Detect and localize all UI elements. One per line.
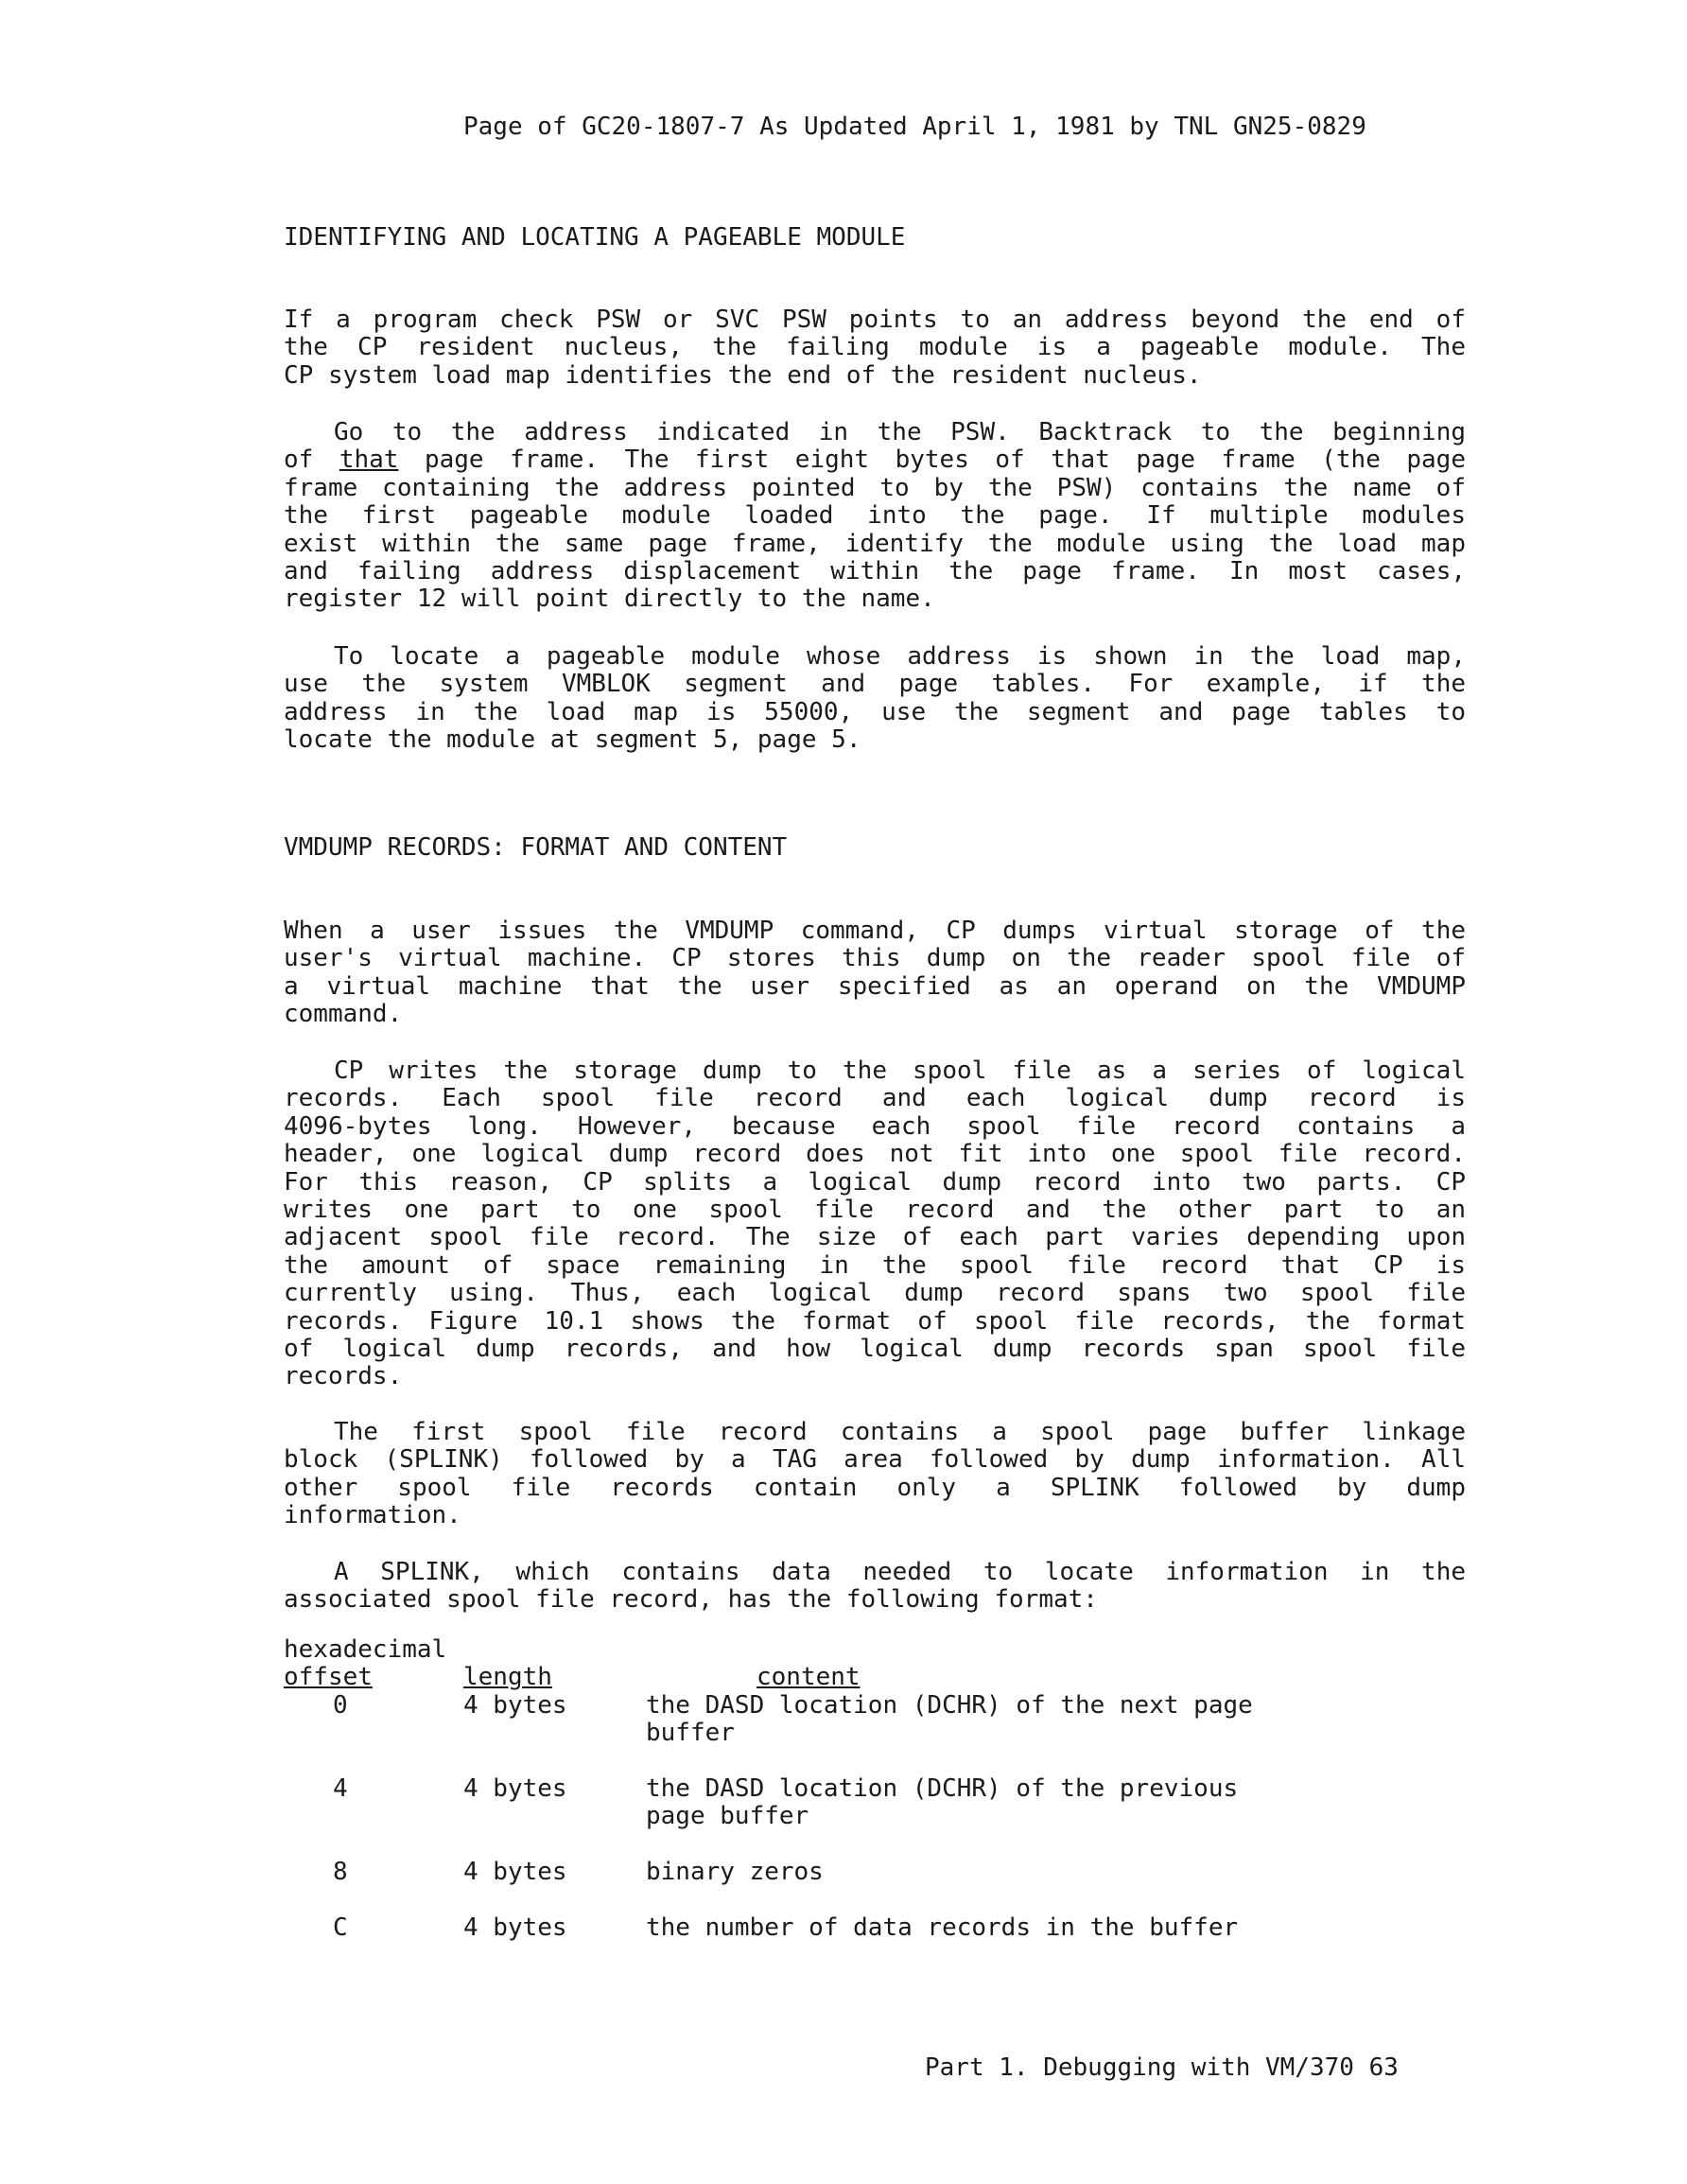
table-row xyxy=(284,1914,1466,1942)
text-line: block (SPLINK) followed by a TAG area followed by dump information. All xyxy=(284,1445,1466,1475)
table-row xyxy=(284,1692,1466,1720)
text-line: and failing address displacement within the page frame. In most cases, xyxy=(284,557,1466,586)
text-line: 4096-bytes long. However, because each spool file record contains a xyxy=(284,1111,1466,1141)
column-header-offset: offset xyxy=(284,1663,373,1692)
text-line: To locate a pageable module whose address is shown in the load map, xyxy=(334,642,1466,671)
text-line: locate the module at segment 5, page 5. xyxy=(284,725,861,755)
text-line: the CP resident nucleus, the failing module is a pageable module. The xyxy=(284,333,1466,362)
underlined-word: that xyxy=(339,446,399,475)
length-cell: 4 bytes xyxy=(463,1690,567,1720)
text-line: For this reason, CP splits a logical dump record into two parts. CP xyxy=(284,1167,1466,1197)
offset-cell: 8 xyxy=(333,1858,348,1887)
text-line: A SPLINK, which contains data needed to locate information in the xyxy=(334,1558,1466,1586)
text-line: user's virtual machine. CP stores this dump on the reader spool file of xyxy=(284,944,1466,973)
text-line: register 12 will point directly to the name. xyxy=(284,585,935,614)
offset-cell: C xyxy=(333,1913,348,1942)
text-line: associated spool file record, has the following format: xyxy=(284,1585,1098,1615)
text-line: records. Figure 10.1 shows the format of spool file records, the format xyxy=(284,1306,1466,1336)
section-heading-vmdump: VMDUMP RECORDS: FORMAT AND CONTENT xyxy=(284,833,788,862)
splink-format-table xyxy=(284,1636,1466,1942)
table-row-continuation xyxy=(284,1720,1466,1747)
column-header-hexadecimal: hexadecimal xyxy=(284,1635,447,1664)
text-line: records. xyxy=(284,1362,403,1391)
text-line: currently using. Thus, each logical dump record spans two spool file xyxy=(284,1279,1466,1308)
content-cell: page buffer xyxy=(646,1802,809,1831)
text-line: frame containing the address pointed to by the PSW) contains the name of xyxy=(284,473,1466,502)
table-row xyxy=(284,1859,1466,1886)
text-line: a virtual machine that the user specified as an operand on the VMDUMP xyxy=(284,971,1466,1001)
table-header-row xyxy=(284,1664,1466,1691)
paragraph-storage-dump xyxy=(284,1057,1466,1391)
text-line: writes one part to one spool file record and the other part to an xyxy=(284,1196,1466,1225)
paragraph-first-spool-record xyxy=(284,1419,1466,1530)
paragraph-splink xyxy=(284,1559,1466,1615)
text-line: of that page frame. The first eight bytes of that page frame (the page xyxy=(284,446,1466,475)
content-cell: the DASD location (DCHR) of the next page xyxy=(646,1690,1253,1720)
text-line: adjacent spool file record. The size of each part varies depending upon xyxy=(284,1223,1466,1252)
content-cell: the number of data records in the buffer xyxy=(646,1913,1239,1942)
text-line: use the system VMBLOK segment and page tables. For example, if the xyxy=(284,670,1466,699)
text-line: the amount of space remaining in the spool file record that CP is xyxy=(284,1250,1466,1280)
content-cell: buffer xyxy=(646,1719,735,1748)
table-row-continuation xyxy=(284,1803,1466,1830)
page-header: Page of GC20-1807-7 As Updated April 1, 1981 by TNL GN25-0829 xyxy=(463,113,1366,141)
text-line: If a program check PSW or SVC PSW points to an address beyond the end of xyxy=(284,306,1466,334)
text-line: The first spool file record contains a spool page buffer linkage xyxy=(334,1418,1466,1446)
paragraph-program-check xyxy=(284,306,1466,390)
column-header-content: content xyxy=(757,1663,861,1692)
text-line: records. Each spool file record and each logical dump record is xyxy=(284,1084,1466,1113)
length-cell: 4 bytes xyxy=(463,1858,567,1887)
text-line: of logical dump records, and how logical dump records span spool file xyxy=(284,1335,1466,1364)
section-heading-pageable-module: IDENTIFYING AND LOCATING A PAGEABLE MODULE xyxy=(284,223,906,252)
text-line: address in the load map is 55000, use the segment and page tables to xyxy=(284,697,1466,726)
text-line: exist within the same page frame, identify the module using the load map xyxy=(284,529,1466,558)
paragraph-vmdump-command xyxy=(284,917,1466,1029)
text-line: command. xyxy=(284,1000,403,1029)
text-line: header, one logical dump record does not fit into one spool file record. xyxy=(284,1140,1466,1169)
text-line: other spool file records contain only a SPLINK followed by dump xyxy=(284,1473,1466,1502)
offset-cell: 0 xyxy=(333,1690,348,1720)
content-cell: the DASD location (DCHR) of the previous xyxy=(646,1773,1239,1803)
text-line: CP system load map identifies the end of the resident nucleus. xyxy=(284,360,1202,390)
paragraph-backtrack xyxy=(284,419,1466,614)
column-header-length: length xyxy=(463,1663,552,1692)
paragraph-locate-module xyxy=(284,643,1466,755)
page-footer: Part 1. Debugging with VM/370 63 xyxy=(925,2053,1399,2082)
text-line: Go to the address indicated in the PSW. Backtrack to the beginning xyxy=(334,418,1466,446)
text-line: the first pageable module loaded into the page. If multiple modules xyxy=(284,501,1466,531)
text-line: information. xyxy=(284,1501,461,1530)
length-cell: 4 bytes xyxy=(463,1913,567,1942)
table-row xyxy=(284,1775,1466,1803)
content-cell: binary zeros xyxy=(646,1858,824,1887)
length-cell: 4 bytes xyxy=(463,1773,567,1803)
table-header-top xyxy=(284,1636,1466,1664)
text-line: CP writes the storage dump to the spool file as a series of logical xyxy=(334,1057,1466,1085)
offset-cell: 4 xyxy=(333,1773,348,1803)
text-line: When a user issues the VMDUMP command, CP dumps virtual storage of the xyxy=(284,917,1466,945)
